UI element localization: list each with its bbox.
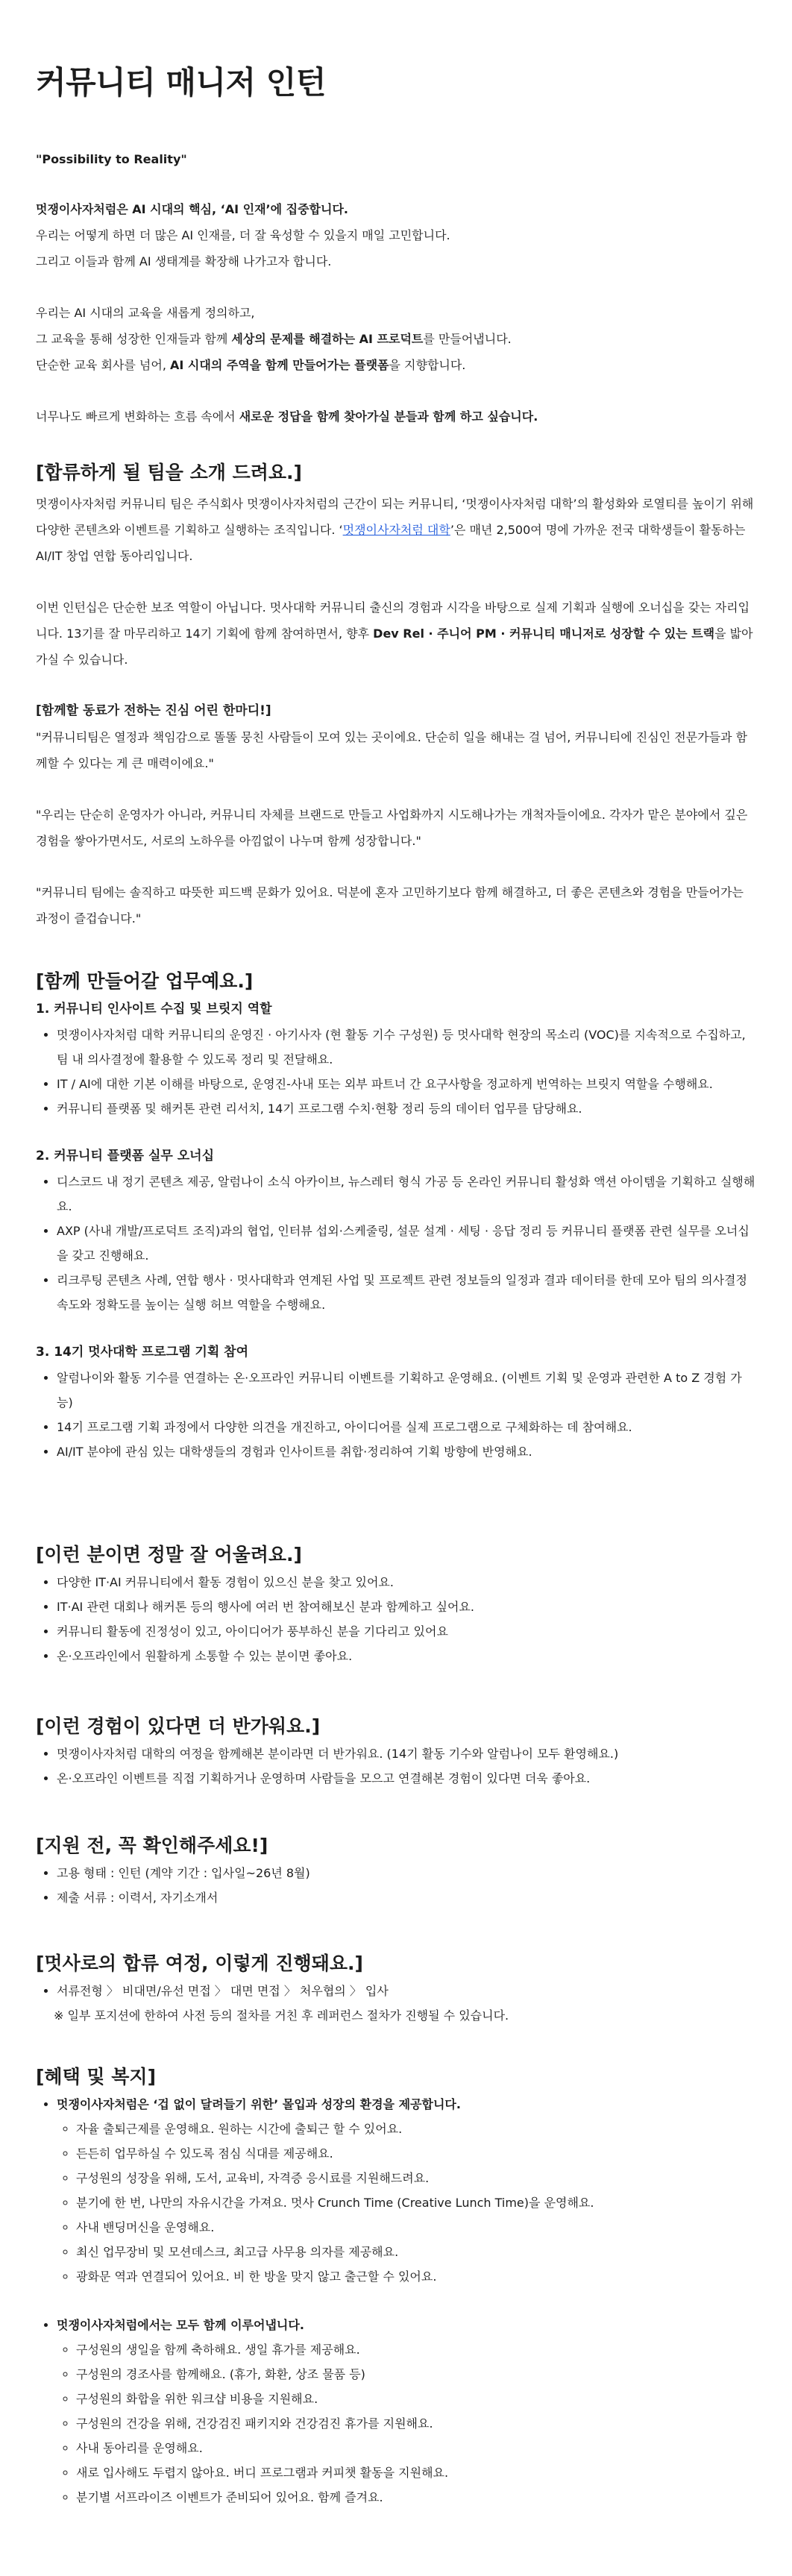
intro-line-1: 멋쟁이사자처럼은 AI 시대의 핵심, ‘AI 인재’에 집중합니다. <box>36 202 348 216</box>
univ-link[interactable]: 멋쟁이사자처럼 대학 <box>342 523 450 537</box>
fit-heading: [이런 분이면 정말 잘 어울려요.] <box>36 1544 302 1565</box>
list-item: ◦ 분기에 한 번, 나만의 자유시간을 가져요. 멋사 Crunch Time (Creative Lunch Time)을 운영해요. <box>76 2190 756 2215</box>
list-item: • 리크루팅 콘텐츠 사례, 연합 행사 · 멋사대학과 연계된 사업 및 프로젝트 관련 정보들의 일정과 결과 데이터를 한데 모아 팀의 의사결정 속도와 정확도를 높이는 실행 허브 역할을 수행해요. <box>57 1268 756 1317</box>
benefits-group-1 <box>36 2092 756 2289</box>
list-item: • 알럼나이와 활동 기수를 연결하는 온·오프라인 커뮤니티 이벤트를 기획하고 운영해요. (이벤트 기획 및 운영과 관련한 A to Z 경험 가능) <box>57 1366 756 1415</box>
list-item: • 다양한 IT·AI 커뮤니티에서 활동 경험이 있으신 분을 찾고 있어요. <box>57 1570 756 1595</box>
list-item: • AXP (사내 개발/프로덕트 조직)과의 협업, 인터뷰 섭외·스케줄링, 설문 설계 · 세팅 · 응답 정리 등 커뮤니티 플랫폼 관련 실무를 오너십을 갖고 진행해요. <box>57 1219 756 1268</box>
fit-section <box>36 1540 756 1668</box>
team-section <box>36 458 756 932</box>
intro-line-7: 너무나도 빠르게 변화하는 흐름 속에서 새로운 정답을 함께 찾아가실 분들과 함께 하고 싶습니다. <box>36 409 538 424</box>
benefits-group-2-list <box>57 2337 756 2510</box>
list-item: • IT·AI 관련 대회나 해커톤 등의 행사에 여러 번 참여해보신 분과 함께하고 싶어요. <box>57 1595 756 1619</box>
benefits-section <box>36 2062 756 2510</box>
list-item: ◦ 광화문 역과 연결되어 있어요. 비 한 방울 맞지 않고 출근할 수 있어요. <box>76 2264 756 2289</box>
list-item: • IT / AI에 대한 기본 이해를 바탕으로, 운영진-사내 또는 외부 파트너 간 요구사항을 정교하게 번역하는 브릿지 역할을 수행해요. <box>57 1072 756 1096</box>
list-item: • 디스코드 내 정기 콘텐츠 제공, 알럼나이 소식 아카이브, 뉴스레터 형식 가공 등 온라인 커뮤니티 활성화 액션 아이템을 기획하고 실행해요. <box>57 1169 756 1219</box>
benefits-group-2 <box>36 2313 756 2510</box>
apply-heading: [지원 전, 꼭 확인해주세요!] <box>36 1835 268 1856</box>
fit-list <box>36 1570 756 1668</box>
intro-line-2: 우리는 어떻게 하면 더 많은 AI 인재를, 더 잘 육성할 수 있을지 매일 고민합니다. <box>36 228 450 242</box>
list-item: ◦ 구성원의 건강을 위해, 건강검진 패키지와 건강검진 휴가를 지원해요. <box>76 2411 756 2436</box>
quote-2: "우리는 단순히 운영자가 아니라, 커뮤니티 자체를 브랜드로 만들고 사업화까지 시도해나가는 개척자들이에요. 각자가 맡은 분야에서 깊은 경험을 쌓아가면서도, 서로의 노하우를 아낌없이 나누며 함께 성장합니다." <box>36 808 748 848</box>
list-item: ◦ 사내 밴딩머신을 운영해요. <box>76 2215 756 2240</box>
list-item: ◦ 새로 입사해도 두렵지 않아요. 버디 프로그램과 커피챗 활동을 지원해요. <box>76 2460 756 2485</box>
plus-list <box>36 1741 756 1791</box>
list-item: ◦ 자율 출퇴근제를 운영해요. 원하는 시간에 출퇴근 할 수 있어요. <box>76 2117 756 2141</box>
list-item: ◦ 최신 업무장비 및 모션데스크, 최고급 사무용 의자를 제공해요. <box>76 2240 756 2264</box>
task-2-list <box>36 1169 756 1317</box>
intro-line-5: 그 교육을 통해 성장한 인재들과 함께 세상의 문제를 해결하는 AI 프로덕트를 만들어냅니다. <box>36 332 512 346</box>
list-item: • 멋쟁이사자처럼 대학 커뮤니티의 운영진 · 아기사자 (현 활동 기수 구성원) 등 멋사대학 현장의 목소리 (VOC)를 지속적으로 수집하고, 팀 내 의사결정에 활용할 수 있도록 정리 및 전달해요. <box>57 1022 756 1072</box>
process-list <box>36 1979 756 2003</box>
intro-line-6: 단순한 교육 회사를 넘어, AI 시대의 주역을 함께 만들어가는 플랫폼을 지향합니다. <box>36 358 466 372</box>
page-title: 커뮤니티 매니저 인턴 <box>36 64 326 101</box>
benefits-group-1-list <box>57 2117 756 2289</box>
list-item: • 멋쟁이사자처럼 대학의 여정을 함께해본 분이라면 더 반가워요. (14기 활동 기수와 알럼나이 모두 환영해요.) <box>57 1741 756 1766</box>
team-paragraph-2: 이번 인턴십은 단순한 보조 역할이 아닙니다. 멋사대학 커뮤니티 출신의 경험과 시각을 바탕으로 실제 기획과 실행에 오너십을 갖는 자리입니다. 13기를 잘 마무리하고 14기 기획에 함께 참여하면서, 향후 Dev Rel · 주니어 PM · 커뮤니티 매니저로 성장할 수 있는 트랙을 밟아가실 수 있습니다. <box>36 600 753 667</box>
intro-section <box>36 146 756 430</box>
list-item: ◦ 사내 동아리를 운영해요. <box>76 2436 756 2460</box>
tasks-section <box>36 967 756 1464</box>
process-section <box>36 1949 756 2028</box>
list-item: • 커뮤니티 활동에 진정성이 있고, 아이디어가 풍부하신 분을 기다리고 있어요 <box>57 1619 756 1644</box>
list-item: • 제출 서류 : 이력서, 자기소개서 <box>57 1885 756 1910</box>
list-item: ◦ 든든히 업무하실 수 있도록 점심 식대를 제공해요. <box>76 2141 756 2166</box>
apply-list <box>36 1861 756 1910</box>
list-item: ◦ 구성원의 화합을 위한 워크샵 비용을 지원해요. <box>76 2387 756 2411</box>
list-item: • AI/IT 분야에 관심 있는 대학생들의 경험과 인사이트를 취합·정리하여 기획 방향에 반영해요. <box>57 1439 756 1464</box>
task-2-heading: 2. 커뮤니티 플랫폼 실무 오너십 <box>36 1149 215 1163</box>
intro-line-3: 그리고 이들과 함께 AI 생태계를 확장해 나가고자 합니다. <box>36 254 332 268</box>
list-item: ◦ 분기별 서프라이즈 이벤트가 준비되어 있어요. 함께 즐겨요. <box>76 2485 756 2510</box>
benefits-group-2-title: • 멋쟁이사자처럼에서는 모두 함께 이루어냅니다. ◦ 구성원의 생일을 함께 축하해요. 생일 휴가를 제공해요. ◦ 구성원의 경조사를 함께해요. (휴가, 화환, 상조 물품 등) ◦ 구성원의 화합을 위한 워크샵 비용을 지원해요. ◦ 구성원의 건강을 위해, 건강검진 패키지와 건강검진 휴가를 지원해요. ◦ 사내 동아리를 운영해요. ◦ 새로 입사해도 두렵지 않아요. 버디 프로그램과 커피챗 활동을 지원해요. ◦ 분기별 서프라이즈 이벤트가 준비되어 있어요. 함께 즐겨요. <box>57 2313 756 2510</box>
plus-heading: [이런 경험이 있다면 더 반가워요.] <box>36 1715 321 1737</box>
team-paragraph-1: 멋쟁이사자처럼 커뮤니티 팀은 주식회사 멋쟁이사자처럼의 근간이 되는 커뮤니티, ‘멋쟁이사자처럼 대학’의 활성화와 로열티를 높이기 위해 다양한 콘텐츠와 이벤트를 기획하고 실행하는 조직입니다. ‘멋쟁이사자처럼 대학’은 매년 2,500여 명에 가까운 전국 대학생들이 활동하는 AI/IT 창업 연합 동아리입니다. <box>36 497 754 563</box>
list-item: • 14기 프로그램 기획 과정에서 다양한 의견을 개진하고, 아이디어를 실제 프로그램으로 구체화하는 데 참여해요. <box>57 1415 756 1439</box>
list-item: • 서류전형 〉 비대면/유선 면접 〉 대면 면접 〉 처우협의 〉 입사 <box>57 1979 756 2003</box>
plus-section <box>36 1712 756 1791</box>
benefits-group-1-title: • 멋쟁이사자처럼은 ‘겁 없이 달려들기 위한’ 몰입과 성장의 환경을 제공합니다. ◦ 자율 출퇴근제를 운영해요. 원하는 시간에 출퇴근 할 수 있어요. ◦ 든든히 업무하실 수 있도록 점심 식대를 제공해요. ◦ 구성원의 성장을 위해, 도서, 교육비, 자격증 응시료를 지원해드려요. ◦ 분기에 한 번, 나만의 자유시간을 가져요. 멋사 Crunch Time (Creative Lunch Time)을 운영해요. ◦ 사내 밴딩머신을 운영해요. ◦ 최신 업무장비 및 모션데스크, 최고급 사무용 의자를 제공해요. ◦ 광화문 역과 연결되어 있어요. 비 한 방울 맞지 않고 출근할 수 있어요. <box>57 2092 756 2289</box>
list-item: • 커뮤니티 플랫폼 및 해커톤 관련 리서치, 14기 프로그램 수치·현황 정리 등의 데이터 업무를 담당해요. <box>57 1096 756 1121</box>
quote-1: "커뮤니티팀은 열정과 책임감으로 똘똘 뭉친 사람들이 모여 있는 곳이에요. 단순히 일을 해내는 걸 넘어, 커뮤니티에 진심인 전문가들과 함께할 수 있다는 게 큰 매력이에요." <box>36 730 748 770</box>
benefits-heading: [혜택 및 복지] <box>36 2066 157 2087</box>
task-3-heading: 3. 14기 멋사대학 프로그램 기획 참여 <box>36 1345 249 1360</box>
list-item: • 온·오프라인에서 원활하게 소통할 수 있는 분이면 좋아요. <box>57 1644 756 1668</box>
process-heading: [멋사로의 합류 여정, 이렇게 진행돼요.] <box>36 1953 363 1974</box>
task-3-list <box>36 1366 756 1464</box>
list-item: ◦ 구성원의 성장을 위해, 도서, 교육비, 자격증 응시료를 지원해드려요. <box>76 2166 756 2190</box>
list-item: • 온·오프라인 이벤트를 직접 기획하거나 운영하며 사람들을 모으고 연결해본 경험이 있다면 더욱 좋아요. <box>57 1766 756 1791</box>
process-note: ※ 일부 포지션에 한하여 사전 등의 절차를 거친 후 레퍼런스 절차가 진행될 수 있습니다. <box>54 2008 509 2023</box>
list-item: • 고용 형태 : 인턴 (계약 기간 : 입사일~26년 8월) <box>57 1861 756 1885</box>
tasks-heading: [함께 만들어갈 업무예요.] <box>36 970 254 992</box>
motto: "Possibility to Reality" <box>36 152 187 166</box>
task-1-list <box>36 1022 756 1121</box>
list-item: ◦ 구성원의 생일을 함께 축하해요. 생일 휴가를 제공해요. <box>76 2337 756 2362</box>
apply-section <box>36 1831 756 1910</box>
quote-3: "커뮤니티 팀에는 솔직하고 따뜻한 피드백 문화가 있어요. 덕분에 혼자 고민하기보다 함께 해결하고, 더 좋은 콘텐츠와 경험을 만들어가는 과정이 즐겁습니다." <box>36 885 744 926</box>
task-1-heading: 1. 커뮤니티 인사이트 수집 및 브릿지 역할 <box>36 1002 272 1017</box>
list-item: ◦ 구성원의 경조사를 함께해요. (휴가, 화환, 상조 물품 등) <box>76 2362 756 2387</box>
team-heading: [합류하게 될 팀을 소개 드려요.] <box>36 462 302 483</box>
colleague-voice-heading: [함께할 동료가 전하는 진심 어린 한마디!] <box>36 703 271 718</box>
intro-line-4: 우리는 AI 시대의 교육을 새롭게 정의하고, <box>36 306 255 320</box>
